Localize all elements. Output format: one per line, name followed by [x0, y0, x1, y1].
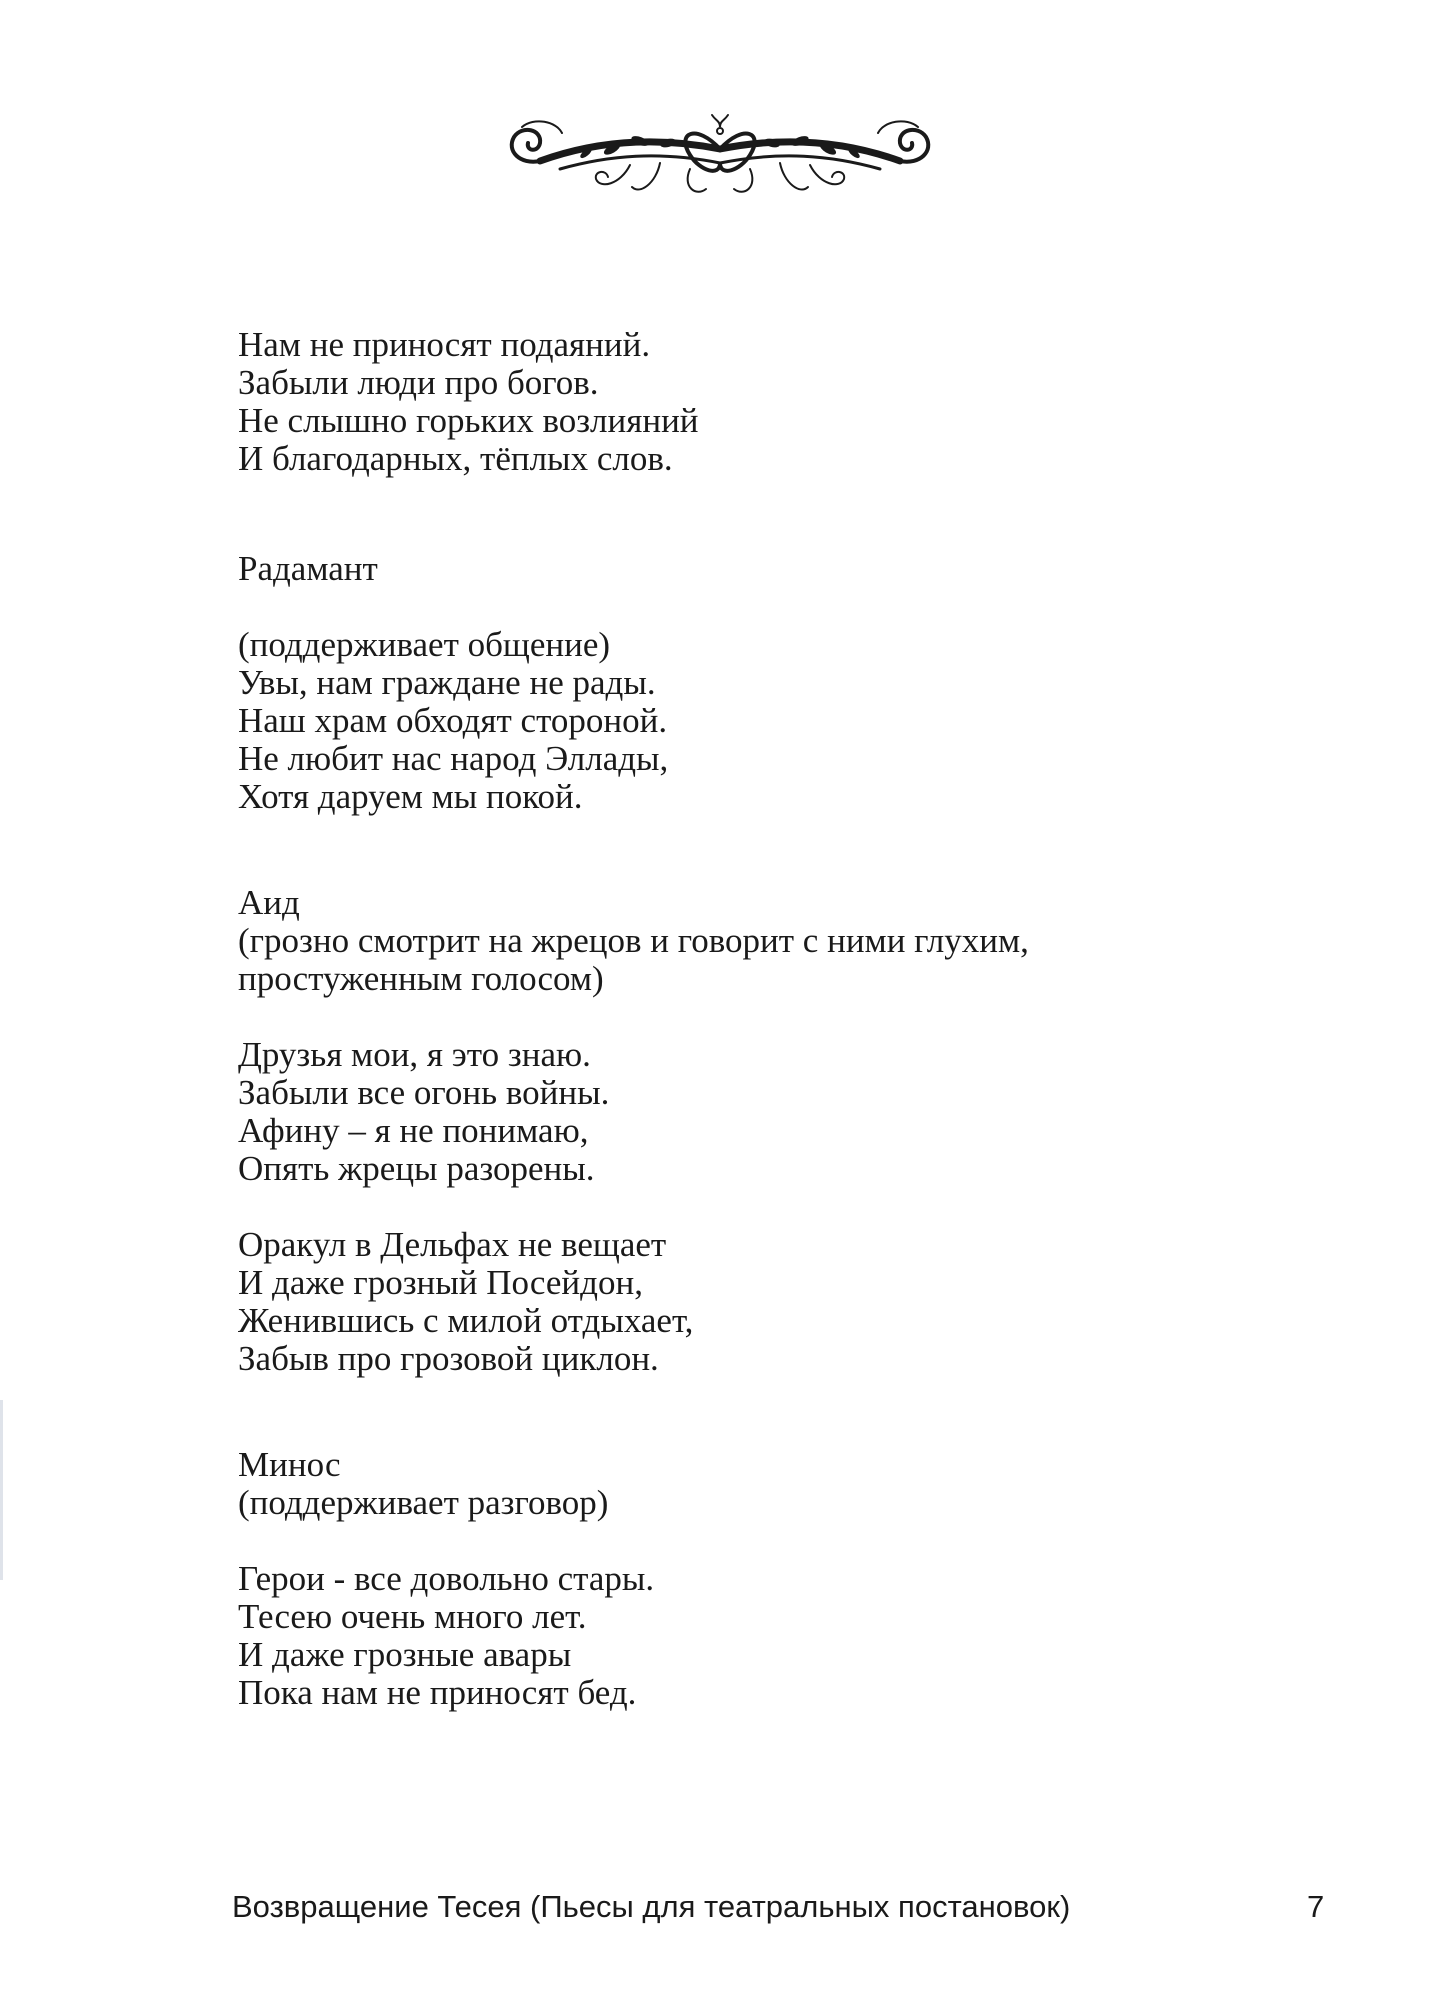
verse-line: Увы, нам граждане не рады.	[238, 663, 656, 702]
stage-direction: простуженным голосом)	[238, 959, 604, 998]
verse-line: Тесею очень много лет.	[238, 1597, 587, 1636]
verse-line: И даже грозный Посейдон,	[238, 1263, 643, 1302]
verse-line: Наш храм обходят стороной.	[238, 701, 668, 740]
stanza-radamant	[238, 550, 1238, 816]
page-footer	[232, 1887, 1332, 1927]
verse-line: Женившись с милой отдыхает,	[238, 1301, 694, 1340]
scan-edge	[0, 1400, 3, 1580]
stage-direction: (поддерживает общение)	[238, 625, 611, 664]
stage-direction: (грозно смотрит на жрецов и говорит с ними глухим,	[238, 921, 1029, 960]
stanza-1	[238, 326, 1238, 478]
verse-line: Оракул в Дельфах не вещает	[238, 1225, 667, 1264]
speaker-name: Радамант	[238, 549, 378, 588]
page-number: 7	[1307, 1889, 1325, 1924]
verse-line: Не любит нас народ Эллады,	[238, 739, 669, 778]
verse-line: Опять жрецы разорены.	[238, 1149, 595, 1188]
verse-line: Забыли все огонь войны.	[238, 1073, 610, 1112]
book-title: Возвращение Тесея (Пьесы для театральных постановок)	[232, 1889, 1071, 1924]
verse-line: Нам не приносят подаяний.	[238, 325, 651, 364]
stage-direction: (поддерживает разговор)	[238, 1483, 609, 1522]
play-text	[238, 326, 1238, 1712]
speaker-name: Минос	[238, 1445, 341, 1484]
verse-line: Забыв про грозовой циклон.	[238, 1339, 659, 1378]
verse-line: Хотя даруем мы покой.	[238, 777, 583, 816]
verse-line: И даже грозные авары	[238, 1635, 572, 1674]
verse-line: Пока нам не приносят бед.	[238, 1673, 637, 1712]
verse-line: Герои - все довольно стары.	[238, 1559, 655, 1598]
stanza-minos	[238, 1446, 1238, 1712]
verse-line: Афину – я не понимаю,	[238, 1111, 589, 1150]
flourish-vignette-icon	[500, 103, 940, 203]
verse-line: Забыли люди про богов.	[238, 363, 599, 402]
verse-line: И благодарных, тёплых слов.	[238, 439, 673, 478]
verse-line: Друзья мои, я это знаю.	[238, 1035, 591, 1074]
speaker-name: Аид	[238, 883, 300, 922]
stanza-aid	[238, 884, 1238, 1378]
verse-line: Не слышно горьких возлияний	[238, 401, 699, 440]
